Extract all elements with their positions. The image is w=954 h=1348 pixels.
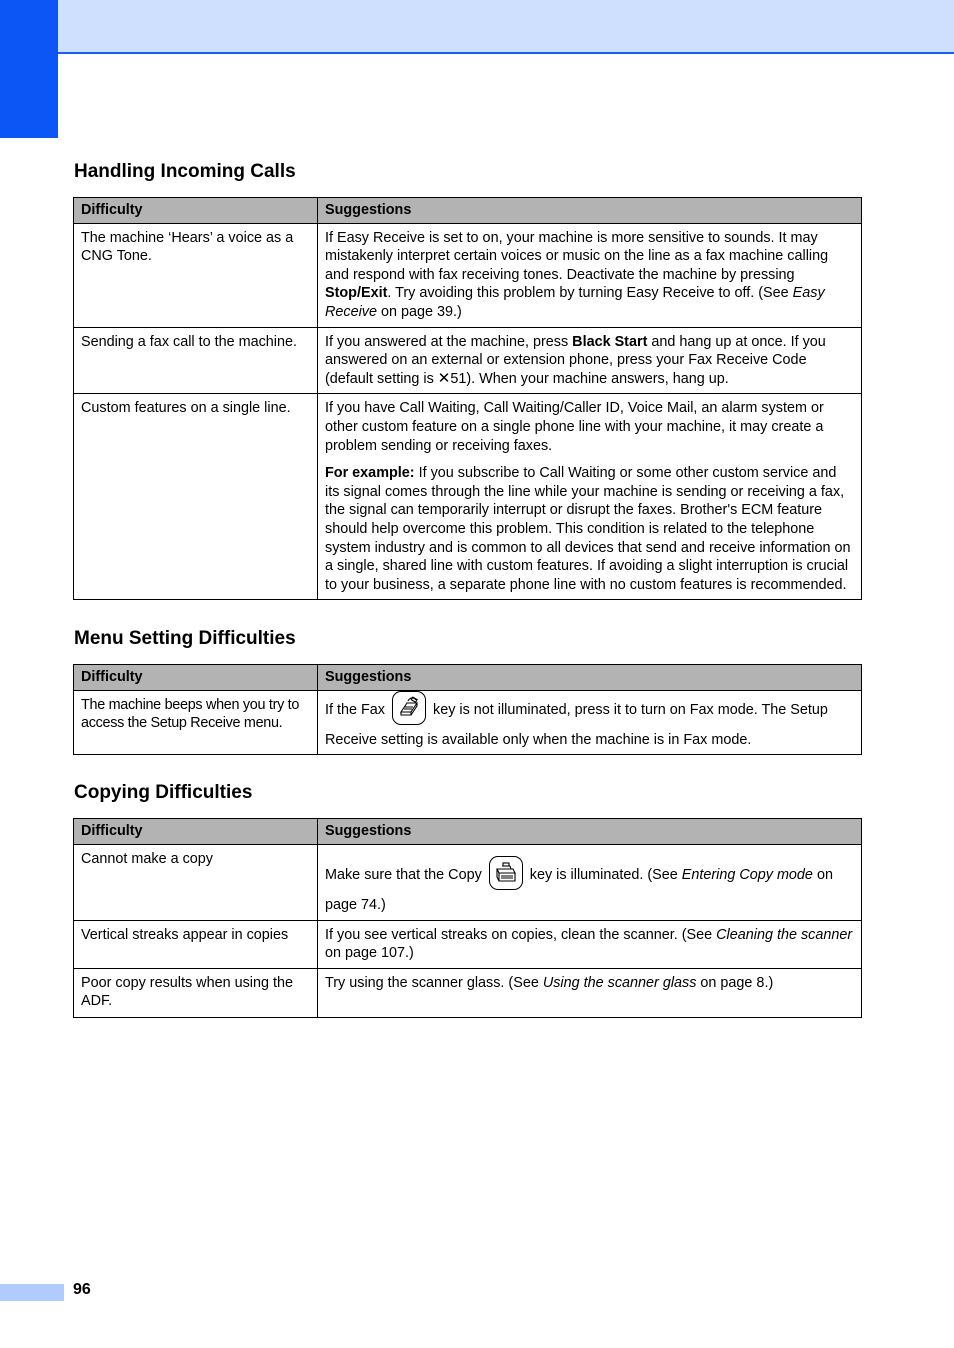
table-row: [74, 327, 862, 394]
suggestion-text: If Easy Receive is set to on, your machine is more sensitive to sounds. It may mistakenly interpret certain voices or music on the line as a fax machine calling and respond with fax receiving tones. Deactivate the machine by pressing: [325, 229, 829, 283]
suggestion-text: If the Fax: [325, 701, 389, 718]
suggestion-text: on page 8.): [696, 974, 774, 991]
fax-key-icon: [392, 691, 426, 725]
incoming-calls-table: [73, 197, 862, 600]
copy-key-icon: [489, 856, 523, 890]
table-row: [74, 920, 862, 968]
suggestion-text: key is not illuminated, press it to turn on Fax mode. The Setup Receive setting is available only when the machine is in Fax mode.: [325, 701, 828, 748]
footer-band: [0, 1284, 64, 1301]
table-row: [74, 844, 862, 920]
difficulty-cell: The machine beeps when you try to access the Setup Receive menu.: [74, 690, 318, 754]
suggestion-cell: [318, 968, 862, 1017]
suggestion-cell: [318, 223, 862, 327]
column-header-suggestions: Suggestions: [318, 665, 862, 691]
suggestion-text: If you subscribe to Call Waiting or some other custom service and its signal comes through the line while your machine is sending or receiving a fax, the signal can temporarily interrupt or disrupt the faxes. Brother's ECM feature should help overcome this problem. This condition is related to the telephone system industry and is common to all devices that send and receive information on a single, shared line with custom features. If avoiding a slight interruption is crucial to your business, a separate phone line with no custom features is recommended.: [325, 465, 851, 593]
column-header-suggestions: Suggestions: [318, 819, 862, 845]
suggestion-cell: [318, 394, 862, 600]
page-number: 96: [73, 1281, 91, 1298]
suggestion-cell: [318, 690, 862, 754]
table-header-row: [74, 198, 862, 224]
suggestion-cell: [318, 844, 862, 920]
chapter-tab: [0, 0, 58, 138]
header-band: [0, 0, 954, 54]
cross-reference: Cleaning the scanner: [716, 926, 853, 943]
section-title-incoming-calls: Handling Incoming Calls: [74, 161, 296, 182]
copying-table: [73, 818, 862, 1018]
key-name: Black Start: [572, 333, 648, 350]
suggestion-text: If you see vertical streaks on copies, clean the scanner. (See: [325, 926, 717, 943]
column-header-difficulty: Difficulty: [74, 665, 318, 691]
cross-reference: Entering Copy mode: [681, 866, 813, 883]
difficulty-cell: Vertical streaks appear in copies: [74, 920, 318, 968]
key-name: Stop/Exit: [325, 285, 388, 302]
suggestion-text: on page 107.): [325, 945, 414, 962]
table-row: [74, 690, 862, 754]
menu-setting-table: [73, 664, 862, 755]
difficulty-cell: The machine ‘Hears’ a voice as a CNG Tone.: [74, 223, 318, 327]
suggestion-text: If you answered at the machine, press: [325, 333, 573, 350]
table-row: [74, 968, 862, 1017]
suggestion-text: on page 39.): [377, 303, 462, 320]
column-header-suggestions: Suggestions: [318, 198, 862, 224]
table-row: [74, 394, 862, 600]
column-header-difficulty: Difficulty: [74, 198, 318, 224]
table-row: [74, 223, 862, 327]
difficulty-cell: Sending a fax call to the machine.: [74, 327, 318, 394]
star-icon: ✕: [437, 369, 451, 387]
section-title-menu-setting: Menu Setting Difficulties: [74, 628, 296, 649]
difficulty-cell: Custom features on a single line.: [74, 394, 318, 600]
suggestion-text: on page 74.): [325, 866, 833, 913]
suggestion-text: 51). When your machine answers, hang up.: [450, 370, 729, 387]
example-label: For example:: [325, 465, 415, 482]
suggestion-cell: [318, 327, 862, 394]
suggestion-paragraph: [325, 464, 854, 594]
table-header-row: [74, 665, 862, 691]
suggestion-cell: [318, 920, 862, 968]
cross-reference: Easy Receive: [325, 285, 825, 320]
difficulty-cell: Poor copy results when using the ADF.: [74, 968, 318, 1017]
suggestion-text: and hang up at once. If you answered on an external or extension phone, press your Fax Receive Code (default setting is: [325, 333, 826, 387]
column-header-difficulty: Difficulty: [74, 819, 318, 845]
suggestion-text: . Try avoiding this problem by turning Easy Receive to off. (See: [387, 285, 793, 302]
suggestion-paragraph: If you have Call Waiting, Call Waiting/Caller ID, Voice Mail, an alarm system or other custom feature on a single phone line with your machine, it may create a problem sending or receiving faxes.: [325, 400, 824, 454]
suggestion-text: Make sure that the Copy: [325, 866, 486, 883]
difficulty-cell: Cannot make a copy: [74, 844, 318, 920]
table-header-row: [74, 819, 862, 845]
suggestion-text: Try using the scanner glass. (See: [325, 974, 543, 991]
suggestion-text: key is illuminated. (See: [525, 866, 682, 883]
section-title-copying: Copying Difficulties: [74, 782, 253, 803]
cross-reference: Using the scanner glass: [542, 974, 697, 991]
